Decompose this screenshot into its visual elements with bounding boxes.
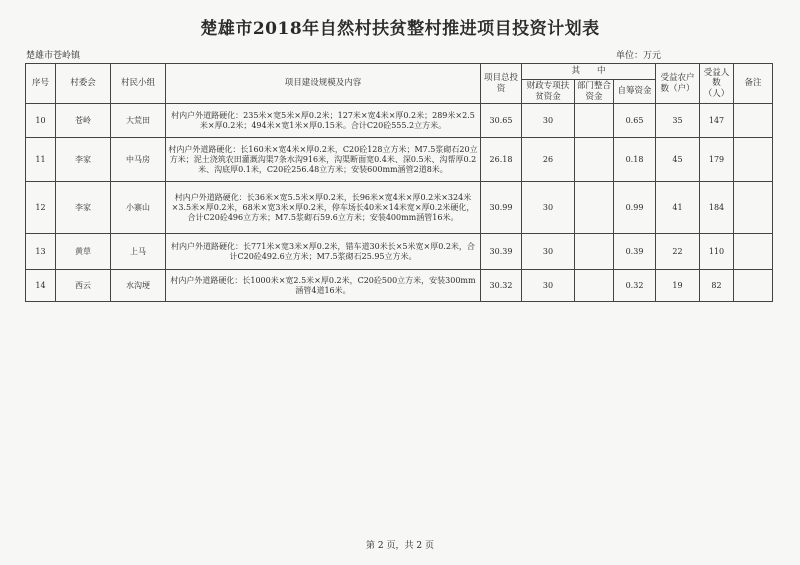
cell-committee: 李家 (56, 182, 111, 234)
cell-group: 中马房 (111, 138, 166, 182)
cell-total: 30.32 (481, 270, 522, 302)
cell-people: 110 (700, 234, 734, 270)
page-number: 第 2 页，共 2 页 (366, 541, 434, 551)
cell-people: 184 (700, 182, 734, 234)
cell-content: 村内户外道路硬化：长771米×宽3米×厚0.2米，错车道30米长×5米宽×厚0.2米，合计C20砼492.6立方米；M7.5浆砌石25.95立方米。 (166, 234, 481, 270)
cell-fiscal: 30 (522, 104, 575, 138)
cell-fiscal: 30 (522, 182, 575, 234)
cell-group: 上马 (111, 234, 166, 270)
cell-remark (734, 270, 773, 302)
cell-dept (575, 104, 614, 138)
header-people: 受益人数（人） (700, 64, 734, 104)
table-row (26, 182, 773, 234)
header-dept: 部门整合资金 (575, 80, 614, 104)
cell-self: 0.32 (614, 270, 656, 302)
table-row (26, 270, 773, 302)
header-fiscal: 财政专项扶贫资金 (522, 80, 575, 104)
cell-dept (575, 234, 614, 270)
header-seq: 序号 (26, 64, 56, 104)
cell-seq: 10 (26, 104, 56, 138)
cell-households: 19 (656, 270, 700, 302)
cell-dept (575, 138, 614, 182)
header-households: 受益农户数（户） (656, 64, 700, 104)
table-row (26, 234, 773, 270)
cell-households: 35 (656, 104, 700, 138)
cell-seq: 13 (26, 234, 56, 270)
unit-label: 单位：万元 (616, 51, 662, 61)
investment-table (25, 63, 773, 302)
cell-self: 0.99 (614, 182, 656, 234)
cell-remark (734, 104, 773, 138)
cell-committee: 苍岭 (56, 104, 111, 138)
cell-people: 179 (700, 138, 734, 182)
cell-committee: 黄草 (56, 234, 111, 270)
cell-households: 41 (656, 182, 700, 234)
header-self: 自筹资金 (614, 80, 656, 104)
cell-remark (734, 138, 773, 182)
cell-people: 82 (700, 270, 734, 302)
cell-fiscal: 30 (522, 270, 575, 302)
header-remark: 备注 (734, 64, 773, 104)
cell-committee: 西云 (56, 270, 111, 302)
cell-content: 村内户外道路硬化：长160米×宽4米×厚0.2米，C20砼128立方米；M7.5浆砌石20立方米；泥土浇筑农田灌溉沟渠7条水沟916米，沟渠断面宽0.4米、深0.5米、沟帮厚0.2米、沟底厚0.1米，C20砼256.48立方米；安装600mm涵管2道8米。 (166, 138, 481, 182)
header-among: 其 中 (522, 64, 656, 80)
cell-committee: 李家 (56, 138, 111, 182)
cell-fiscal: 30 (522, 234, 575, 270)
header-group: 村民小组 (111, 64, 166, 104)
header-content: 项目建设规模及内容 (166, 64, 481, 104)
cell-dept (575, 182, 614, 234)
cell-group: 小寨山 (111, 182, 166, 234)
cell-remark (734, 234, 773, 270)
table-row (26, 138, 773, 182)
cell-households: 45 (656, 138, 700, 182)
header-committee: 村委会 (56, 64, 111, 104)
cell-seq: 14 (26, 270, 56, 302)
cell-seq: 12 (26, 182, 56, 234)
table-row (26, 104, 773, 138)
town-label: 楚雄市苍岭镇 (26, 51, 81, 61)
cell-total: 30.99 (481, 182, 522, 234)
cell-seq: 11 (26, 138, 56, 182)
cell-total: 30.39 (481, 234, 522, 270)
header-total: 项目总投资 (481, 64, 522, 104)
cell-content: 村内户外道路硬化：235米×宽5米×厚0.2米；127米×宽4米×厚0.2米；289米×2.5米×厚0.2米；494米×宽1米×厚0.15米。合计C20砼555.2立方米。 (166, 104, 481, 138)
cell-total: 30.65 (481, 104, 522, 138)
cell-remark (734, 182, 773, 234)
cell-people: 147 (700, 104, 734, 138)
cell-content: 村内户外道路硬化：长36米×宽5.5米×厚0.2米，长96米×宽4米×厚0.2米×324米×3.5米×厚0.2米，68米×宽3米×厚0.2米，停车场长40米×14米宽×厚0.2米硬化，合计C20砼496立方米；M7.5浆砌石59.6立方米；安装400mm涵管16米。 (166, 182, 481, 234)
cell-self: 0.65 (614, 104, 656, 138)
cell-content: 村内户外道路硬化：长1000米×宽2.5米×厚0.2米，C20砼500立方米，安装300mm涵管4道16米。 (166, 270, 481, 302)
document-title: 楚雄市2018年自然村扶贫整村推进项目投资计划表 (200, 19, 600, 39)
cell-self: 0.39 (614, 234, 656, 270)
cell-households: 22 (656, 234, 700, 270)
cell-group: 大荒田 (111, 104, 166, 138)
cell-group: 水沟埂 (111, 270, 166, 302)
cell-dept (575, 270, 614, 302)
cell-total: 26.18 (481, 138, 522, 182)
cell-self: 0.18 (614, 138, 656, 182)
cell-fiscal: 26 (522, 138, 575, 182)
